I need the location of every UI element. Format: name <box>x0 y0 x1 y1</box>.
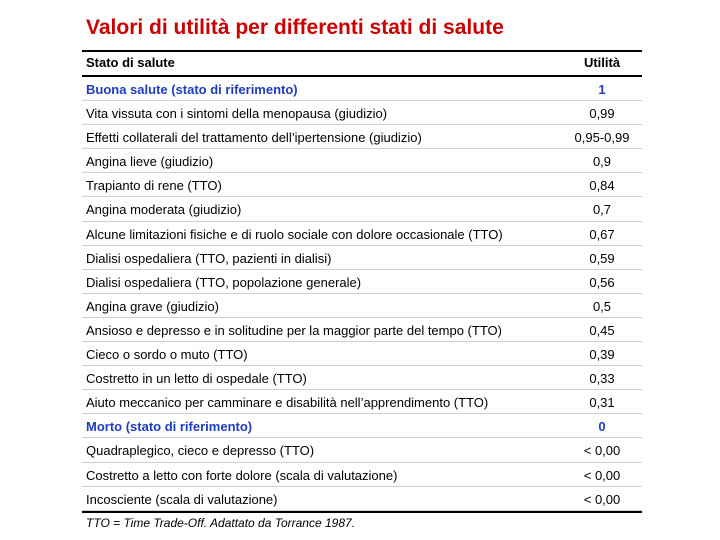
table-row <box>82 77 642 101</box>
row-state: Alcune limitazioni fisiche e di ruolo sociale con dolore occasionale (TTO) <box>86 226 503 242</box>
row-state: Costretto a letto con forte dolore (scala di valutazione) <box>86 467 398 483</box>
row-state: Incosciente (scala di valutazione) <box>86 491 278 507</box>
row-utility: < 0,00 <box>583 443 621 459</box>
row-state: Angina moderata (giudizio) <box>86 202 242 218</box>
table-row <box>82 366 642 390</box>
row-utility: 0 <box>598 419 606 435</box>
row-utility: 0,84 <box>589 178 615 194</box>
row-state: Angina lieve (giudizio) <box>86 154 214 170</box>
row-utility: 0,99 <box>589 106 615 122</box>
header-utility: Utilità <box>583 55 621 70</box>
row-state: Buona salute (stato di riferimento) <box>86 82 298 97</box>
row-utility: 0,39 <box>589 347 615 363</box>
table-bottom-rule <box>82 511 642 513</box>
header-state: Stato di salute <box>86 55 175 70</box>
table-row <box>82 438 642 462</box>
table-row <box>82 487 642 511</box>
table-row <box>82 318 642 342</box>
row-utility: < 0,00 <box>583 467 621 483</box>
table-row <box>82 222 642 246</box>
row-utility: < 0,00 <box>583 491 621 507</box>
table-header <box>82 52 642 74</box>
row-utility: 0,95-0,99 <box>574 130 630 146</box>
table-row <box>82 173 642 197</box>
table-row <box>82 125 642 149</box>
row-state: Ansioso e depresso e in solitudine per la maggior parte del tempo (TTO) <box>86 322 502 338</box>
table-row <box>82 270 642 294</box>
row-utility: 1 <box>598 82 606 97</box>
row-utility: 0,33 <box>589 371 615 387</box>
row-utility: 0,9 <box>592 154 612 170</box>
table-row <box>82 149 642 173</box>
table-row <box>82 390 642 414</box>
table-row <box>82 294 642 318</box>
row-state: Dialisi ospedaliera (TTO, pazienti in dialisi) <box>86 250 332 266</box>
row-utility: 0,31 <box>589 395 615 411</box>
page-title: Valori di utilità per differenti stati di salute <box>86 16 504 39</box>
row-utility: 0,59 <box>589 250 615 266</box>
row-state: Dialisi ospedaliera (TTO, popolazione generale) <box>86 274 362 290</box>
row-state: Quadraplegico, cieco e depresso (TTO) <box>86 443 315 459</box>
row-utility: 0,5 <box>592 298 612 314</box>
row-state: Costretto in un letto di ospedale (TTO) <box>86 371 307 387</box>
row-state: Morto (stato di riferimento) <box>86 419 253 435</box>
table-row <box>82 463 642 487</box>
table-row <box>82 197 642 221</box>
table-row <box>82 414 642 438</box>
row-utility: 0,7 <box>592 202 612 218</box>
table-body <box>82 77 642 511</box>
table-row <box>82 342 642 366</box>
row-state: Vita vissuta con i sintomi della menopausa (giudizio) <box>86 106 388 122</box>
table-row <box>82 246 642 270</box>
row-state: Aiuto meccanico per camminare e disabilità nell’apprendimento (TTO) <box>86 395 489 411</box>
row-state: Effetti collaterali del trattamento dell’ipertensione (giudizio) <box>86 130 422 146</box>
row-state: Angina grave (giudizio) <box>86 298 219 314</box>
table-row <box>82 101 642 125</box>
row-state: Trapianto di rene (TTO) <box>86 178 222 194</box>
row-utility: 0,67 <box>589 226 615 242</box>
footnote: TTO = Time Trade-Off. Adattato da Torrance 1987. <box>86 516 356 530</box>
row-state: Cieco o sordo o muto (TTO) <box>86 347 248 363</box>
row-utility: 0,45 <box>589 322 615 338</box>
row-utility: 0,56 <box>589 274 615 290</box>
